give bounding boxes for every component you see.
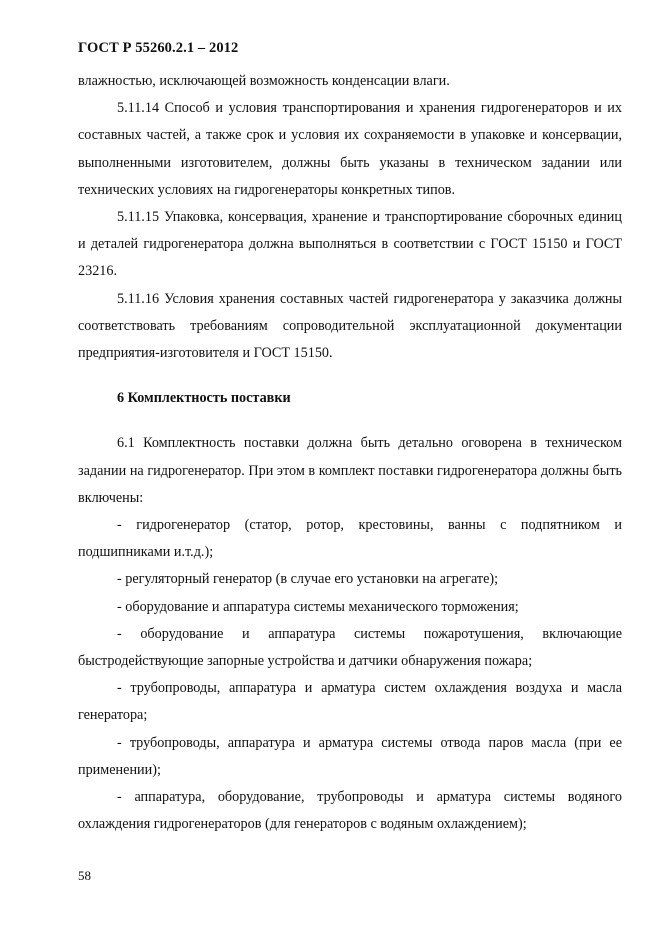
list-item: - трубопроводы, аппаратура и арматура систем охлаждения воздуха и масла генератора; xyxy=(78,680,622,724)
paragraph-5-11-15: 5.11.15 Упаковка, консервация, хранение и транспортирование сборочных единиц и деталей гидрогенератора должна выполняться в соответствии с ГОСТ 15150 и ГОСТ 23216. xyxy=(78,209,622,280)
document-code-header: ГОСТ Р 55260.2.1 – 2012 xyxy=(78,40,239,56)
list-item: - регуляторный генератор (в случае его установки на агрегате); xyxy=(117,571,499,588)
paragraph-continuation: влажностью, исключающей возможность конденсации влаги. xyxy=(78,73,450,89)
document-body xyxy=(78,68,622,838)
section-heading: 6 Комплектность поставки xyxy=(117,390,291,407)
list-item: - гидрогенератор (статор, ротор, крестовины, ванны с подпятником и подшипниками и.т.д.); xyxy=(78,517,622,561)
list-item: - трубопроводы, аппаратура и арматура системы отвода паров масла (при ее применении); xyxy=(78,734,622,778)
list-item: - оборудование и аппаратура системы пожаротушения, включающие быстродействующие запорные устройства и датчики обнаружения пожара; xyxy=(78,625,622,670)
paragraph-5-11-14: 5.11.14 Способ и условия транспортирования и хранения гидрогенераторов и их составных частей, а также срок и условия их сохраняемости в упаковке и консервации, выполненными изготовителем, должны быть указаны в техническом задании или технических условиях на гидрогенераторы конкретных типов. xyxy=(78,100,622,198)
paragraph-6-1: 6.1 Комплектность поставки должна быть детально оговорена в техническом задании на гидрогенератор. При этом в комплект поставки гидрогенератора должны быть включены: xyxy=(78,435,622,506)
paragraph-5-11-16: 5.11.16 Условия хранения составных частей гидрогенератора у заказчика должны соответствовать требованиям сопроводительной эксплуатационной документации предприятия-изготовителя и ГОСТ 15150. xyxy=(78,290,622,362)
list-item: - оборудование и аппаратура системы механического торможения; xyxy=(117,598,519,615)
page-number: 58 xyxy=(78,868,91,883)
list-item: - аппаратура, оборудование, трубопроводы и арматура системы водяного охлаждения гидрогенераторов (для генераторов с водяным охлаждением); xyxy=(78,789,622,833)
